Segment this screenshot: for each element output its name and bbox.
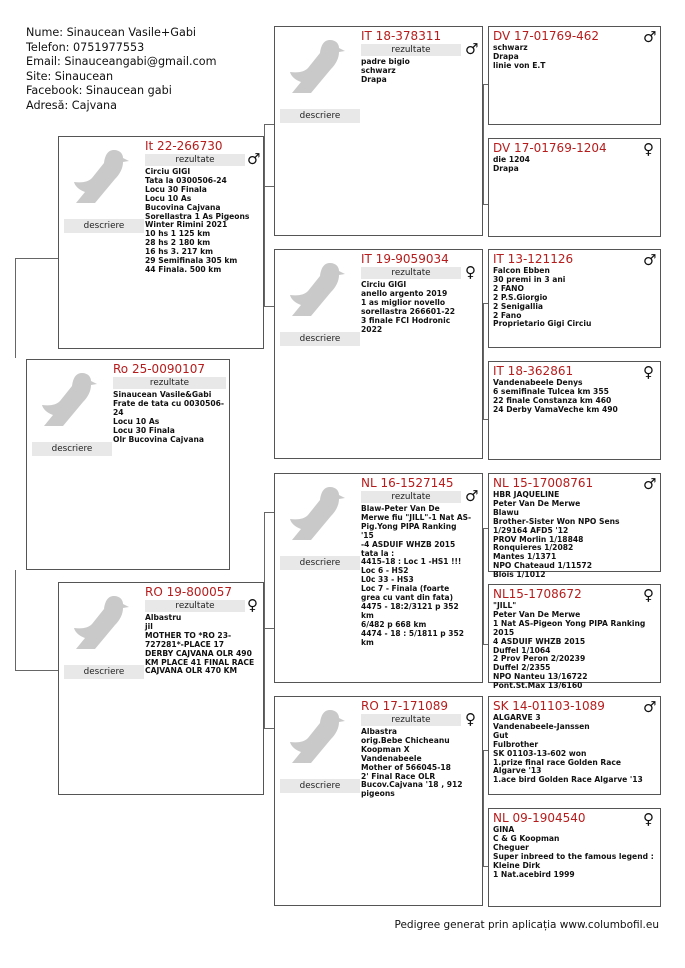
female-icon: ♀ (465, 710, 476, 728)
description-button[interactable]: descriere (280, 109, 360, 123)
footer-credit: Pedigree generat prin aplicația www.columbofil.eu (394, 919, 659, 931)
bird-notes: Circiu GIGI Tata la 0300506-24 Locu 30 Finala Locu 10 As Bucovina Cajvana Sorellastra 1 As Pigeons Winter Rimini 2021 10 hs 1 125 km 28 hs 2 180 km 16 hs 3. 217 km 29 Semifinala 305 km 44 Finala. 500 km (145, 167, 250, 274)
bird-card-sire-sire[interactable] (274, 26, 483, 236)
ring-number: NL 16-1527145 (361, 476, 454, 490)
pigeon-photo[interactable] (278, 30, 358, 125)
results-button[interactable]: rezultate (145, 154, 245, 166)
bird-card-dss[interactable] (488, 473, 661, 580)
male-icon: ♂ (465, 40, 479, 58)
female-icon: ♀ (643, 586, 654, 604)
description-button[interactable]: descriere (32, 442, 112, 456)
bird-notes: die 1204 Drapa (493, 155, 530, 173)
description-button[interactable]: descriere (280, 779, 360, 793)
ring-number: SK 14-01103-1089 (493, 699, 605, 713)
male-icon: ♂ (643, 251, 657, 269)
male-icon: ♂ (247, 150, 261, 168)
bird-notes: Circiu GIGI anello argento 2019 1 as miglior novello sorellastra 266601-22 3 finale FCI Hodronic 2022 (361, 280, 456, 334)
description-button[interactable]: descriere (64, 219, 144, 233)
bird-notes: ALGARVE 3 Vandenabeele-Janssen Gut Fulbrother SK 01103-13-602 won 1.prize final race Golden Race Algarve '13 1.ace bird Golden Race Algarve '13 (493, 713, 643, 785)
description-button[interactable]: descriere (280, 332, 360, 346)
bird-notes: Falcon Ebben 30 premi in 3 ani 2 FANO 2 P.S.Giorgio 2 Senigallia 2 Fano Proprietario Gigi Circiu (493, 266, 592, 329)
male-icon: ♂ (643, 698, 657, 716)
bird-card-dam-dam[interactable] (274, 696, 483, 906)
results-button[interactable]: rezultate (113, 377, 226, 389)
bird-notes: Blaw-Peter Van De Merwe fiu "JILL"-1 Nat AS- Pig.Yong PIPA Ranking '15 -4 ASDUIF WHZB 2015 tata la : 4415-18 : Loc 1 -HS1 !!! Loc 6 - HS2 L0c 33 - HS3 Loc 7 - Finala (foarte grea cu vant din fata) 4475 - 18:2/3121 p 352 km 6/482 p 668 km 4474 - 18 : 5/1811 p 352 km (361, 504, 472, 647)
ring-number: RO 17-171089 (361, 699, 449, 713)
pigeon-photo[interactable] (30, 363, 110, 458)
bird-notes: schwarz Drapa linie von E.T (493, 43, 546, 70)
bird-card-dam[interactable] (58, 582, 264, 795)
pigeon-photo[interactable] (62, 140, 142, 235)
pigeon-photo[interactable] (278, 477, 358, 572)
bird-notes: Albastra orig.Bebe Chicheanu Koopman X Vandenabeele Mother of 566045-18 2' Final Race OLR Bucov.Cajvana '18 , 912 pigeons (361, 727, 463, 799)
bird-notes: Sinaucean Vasile&Gabi Frate de tata cu 0030506- 24 Locu 10 As Locu 30 Finala Olr Bucovina Cajvana (113, 390, 225, 444)
pigeon-silhouette-icon (278, 253, 358, 333)
ring-number: DV 17-01769-462 (493, 29, 600, 43)
owner-facebook: Facebook: Sinaucean gabi (26, 84, 172, 98)
pigeon-photo[interactable] (62, 586, 142, 681)
bird-card-sss[interactable] (488, 26, 661, 125)
bird-card-sdd[interactable] (488, 361, 661, 460)
female-icon: ♀ (643, 810, 654, 828)
bird-card-subject[interactable] (26, 359, 230, 570)
ring-number: NL 09-1904540 (493, 811, 586, 825)
ring-number: RO 19-800057 (145, 585, 233, 599)
bird-card-dsd[interactable] (488, 584, 661, 691)
male-icon: ♂ (643, 475, 657, 493)
bird-notes: GINA C & G Koopman Cheguer Super inbreed to the famous legend : Kleine Dirk 1 Nat.acebird 1999 (493, 825, 654, 879)
male-icon: ♂ (465, 487, 479, 505)
bird-card-dam-sire[interactable] (274, 473, 483, 683)
bird-notes: "JILL" Peter Van De Merwe 1 Nat AS-Pigeon Yong PIPA Ranking 2015 4 ASDUIF WHZB 2015 Duffel 1/1064 2 Prov Peron 2/20239 Duffel 2/2355 NPO Nanteu 13/16722 Pont.St.Max 13/6160 (493, 601, 646, 691)
bird-card-sds[interactable] (488, 249, 661, 348)
ring-number: NL 15-17008761 (493, 476, 594, 490)
female-icon: ♀ (247, 596, 258, 614)
results-button[interactable]: rezultate (361, 491, 461, 503)
owner-name: Nume: Sinaucean Vasile+Gabi (26, 26, 197, 39)
pigeon-silhouette-icon (30, 363, 110, 443)
ring-number: IT 18-378311 (361, 29, 442, 43)
pigeon-photo[interactable] (278, 700, 358, 795)
owner-phone: Telefon: 0751977553 (26, 40, 145, 54)
bird-card-sire-dam[interactable] (274, 249, 483, 459)
male-icon: ♂ (643, 28, 657, 46)
ring-number: IT 13-121126 (493, 252, 574, 266)
pigeon-silhouette-icon (278, 700, 358, 780)
owner-site: Site: Sinaucean (26, 69, 114, 83)
bird-card-sire[interactable] (58, 136, 264, 349)
bird-card-ssd[interactable] (488, 138, 661, 237)
female-icon: ♀ (643, 140, 654, 158)
pigeon-silhouette-icon (62, 140, 142, 220)
bird-notes: HBR JAQUELINE Peter Van De Merwe Blawu Brother-Sister Won NPO Sens 1/29164 AFD5 '12 PROV Morlin 1/18848 Ronquieres 1/2082 Mantes 1/1371 NPO Chateaud 1/11572 Blois 1/1012 (493, 490, 620, 580)
bird-notes: padre bigio schwarz Drapa (361, 57, 410, 84)
owner-email: Email: Sinauceangabi@gmail.com (26, 55, 217, 69)
bird-notes: Albastru jil MOTHER TO *RO 23- 727281*-PLACE 17 DERBY CAJVANA OLR 490 KM PLACE 41 FINAL RACE CAJVANA OLR 470 KM (145, 613, 255, 676)
ring-number: IT 18-362861 (493, 364, 574, 378)
pigeon-silhouette-icon (278, 30, 358, 110)
bird-notes: Vandenabeele Denys 6 semifinale Tulcea km 355 22 finale Constanza km 460 24 Derby VamaVeche km 490 (493, 378, 618, 414)
pigeon-silhouette-icon (278, 477, 358, 557)
bird-card-ddd[interactable] (488, 808, 661, 907)
results-button[interactable]: rezultate (361, 44, 461, 56)
description-button[interactable]: descriere (64, 665, 144, 679)
ring-number: It 22-266730 (145, 139, 223, 153)
ring-number: Ro 25-0090107 (113, 362, 205, 376)
bird-card-dds[interactable] (488, 696, 661, 795)
results-button[interactable]: rezultate (145, 600, 245, 612)
pigeon-photo[interactable] (278, 253, 358, 348)
ring-number: DV 17-01769-1204 (493, 141, 607, 155)
results-button[interactable]: rezultate (361, 267, 461, 279)
owner-info (26, 26, 216, 114)
ring-number: NL15-1708672 (493, 587, 582, 601)
pigeon-silhouette-icon (62, 586, 142, 666)
owner-address: Adresă: Cajvana (26, 98, 118, 112)
ring-number: IT 19-9059034 (361, 252, 449, 266)
female-icon: ♀ (465, 263, 476, 281)
description-button[interactable]: descriere (280, 556, 360, 570)
results-button[interactable]: rezultate (361, 714, 461, 726)
female-icon: ♀ (643, 363, 654, 381)
